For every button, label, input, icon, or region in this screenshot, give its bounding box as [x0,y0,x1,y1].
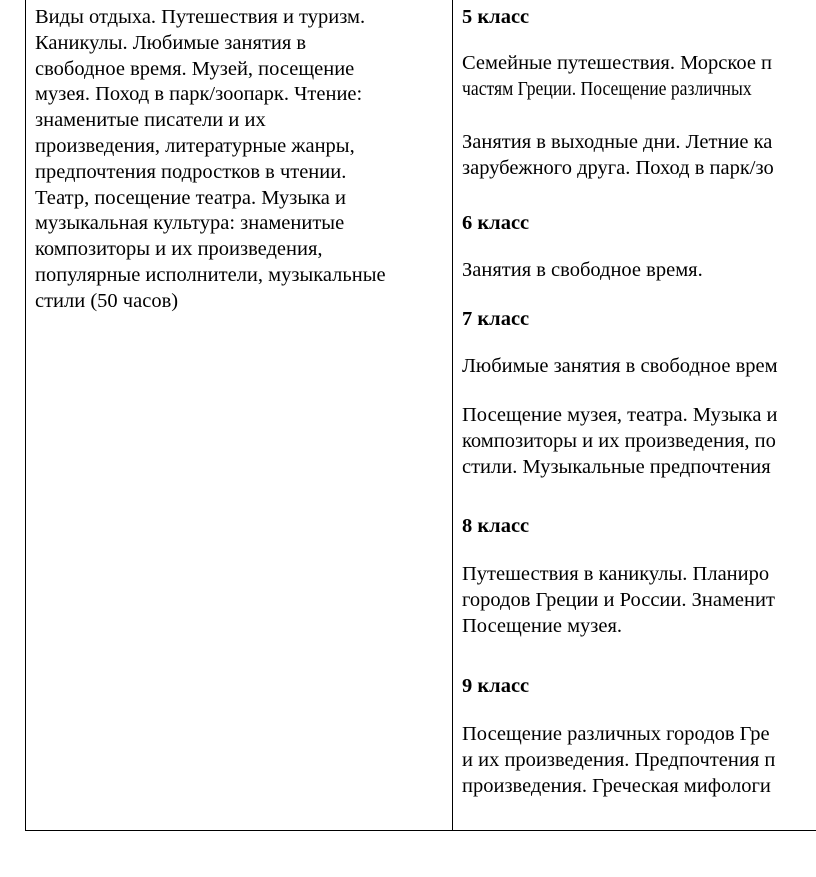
paragraph-line: Посещение различных городов Гре [462,723,770,745]
grade-5-paragraph-1 [462,51,799,103]
paragraph-line: и их произведения. Предпочтения п [462,748,776,771]
topic-line: знаменитые писатели и их [35,109,266,132]
paragraph-line: Путешествия в каникулы. Планиро [462,563,770,585]
topic-line: композиторы и их произведения, [35,238,323,261]
grade-7-heading: 7 класс [462,308,530,330]
paragraph-line: Занятия в выходные дни. Летние ка [462,131,773,153]
paragraph-line: Посещение музея, театра. Музыка и [462,404,778,426]
topic-line: стили (50 часов) [35,289,179,312]
grade-6-heading: 6 класс [462,212,530,234]
grade-9-paragraph-1 [462,722,775,799]
grade-7-paragraph-1 [462,354,778,380]
paragraph-line: Занятия в свободное время. [462,259,703,281]
topic-line: свободное время. Музей, посещение [35,57,355,80]
curriculum-table [25,0,816,831]
grade-5-heading: 5 класс [462,6,530,28]
paragraph-line: произведения. Греческая мифологи [462,774,771,797]
topic-line: популярные исполнители, музыкальные [35,263,386,286]
paragraph-line: частям Греции. Посещение различных [462,77,752,100]
topic-line: музея. Поход в парк/зоопарк. Чтение: [35,83,363,106]
grade-6-paragraph-1 [462,258,703,284]
grade-5-paragraph-2 [462,130,774,182]
grade-7-paragraph-2 [462,403,778,480]
topic-line: Виды отдыха. Путешествия и туризм. [35,6,366,28]
paragraph-line: городов Греции и России. Знаменит [462,588,775,611]
paragraph-line: Семейные путешествия. Морское п [462,52,773,74]
grade-9-heading: 9 класс [462,675,530,697]
column-divider [452,0,453,830]
topic-cell [35,5,447,315]
paragraph-line: Посещение музея. [462,614,623,637]
topic-line: Театр, посещение театра. Музыка и [35,186,346,209]
paragraph-line: зарубежного друга. Поход в парк/зо [462,156,774,179]
topic-line: музыкальная культура: знаменитые [35,212,345,235]
paragraph-line: композиторы и их произведения, по [462,429,776,452]
paragraph-line: стили. Музыкальные предпочтения [462,455,771,478]
grade-8-heading: 8 класс [462,515,530,537]
grade-8-paragraph-1 [462,562,775,639]
paragraph-line: Любимые занятия в свободное врем [462,355,778,377]
topic-line: произведения, литературные жанры, [35,134,355,157]
topic-line: предпочтения подростков в чтении. [35,160,347,183]
topic-line: Каникулы. Любимые занятия в [35,31,307,54]
